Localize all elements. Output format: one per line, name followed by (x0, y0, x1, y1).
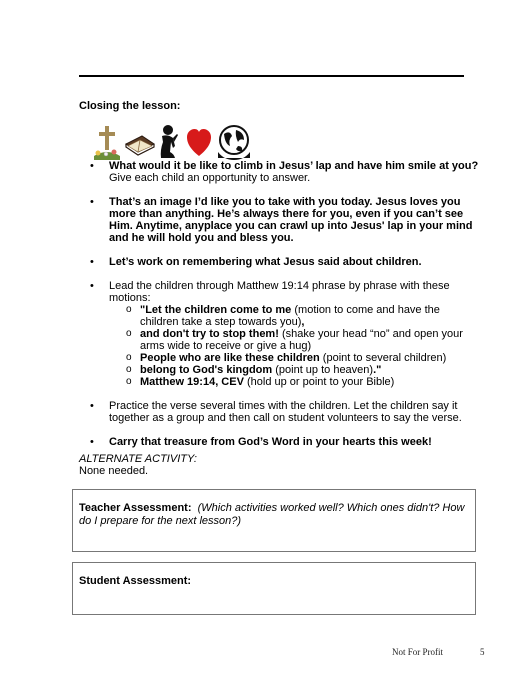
bullet-bold-text: Let’s work on remembering what Jesus said about children. (109, 256, 422, 268)
sub-bullet-bold: and don't try to stop them! (140, 328, 279, 340)
bullet-bold-text: What would it be like to climb in Jesus’ lap and have him smile at you? (109, 160, 479, 172)
sub-bullet-tail: , (301, 316, 305, 328)
sub-bullet-marker: o (126, 352, 132, 363)
sub-bullet-item (79, 376, 479, 388)
bullet-bold-text: Carry that treasure from God’s Word in your hearts this week! (109, 436, 432, 448)
student-assessment-box (72, 562, 476, 615)
praying-child-icon (158, 122, 180, 162)
sub-bullet-tail: ." (373, 364, 382, 376)
sub-bullet-marker: o (126, 376, 132, 387)
top-rule (79, 75, 464, 77)
sub-bullet-item (79, 352, 479, 364)
bullet-item (79, 196, 479, 244)
teacher-assessment-prompt: (Which activities worked well? Which ones didn't? How do I prepare for the next lesson?) (79, 502, 465, 527)
sub-bullet-item (79, 328, 479, 352)
heart-icon (185, 122, 213, 162)
student-assessment-label: Student Assessment: (79, 575, 192, 587)
bullet-item (79, 256, 479, 268)
bullet-text: Practice the verse several times with the children. Let the children say it together as a group and then call on student volunteers to say the verse. (109, 400, 462, 424)
bullet-marker: • (90, 196, 94, 208)
globe-hands-icon (216, 122, 252, 162)
bullet-bold-text: That’s an image I’d like you to take with you today. Jesus loves you more than anything. He’s always there for you, even if you can’t see Him. Anytime, anyplace you can crawl up into Jesus' lap in your mind and he will hold you and bless you. (109, 196, 473, 244)
student-assessment-text (79, 575, 469, 588)
teacher-assessment-label: Teacher Assessment: (79, 502, 192, 514)
teacher-assessment-text (79, 502, 469, 528)
sub-bullet-text: (motion to come and have the children take a step towards you) (140, 304, 440, 328)
sub-bullet-item (79, 364, 479, 376)
teacher-assessment-box (72, 489, 476, 552)
sub-bullet-marker: o (126, 304, 132, 315)
bullet-marker: • (90, 436, 94, 448)
bullet-marker: • (90, 256, 94, 268)
sub-bullet-bold: belong to God's kingdom (140, 364, 273, 376)
bible-icon (124, 122, 156, 162)
sub-bullet-bold: People who are like these children (140, 352, 320, 364)
sub-bullet-text: (hold up or point to your Bible) (243, 376, 395, 388)
bullet-item (79, 436, 479, 448)
bullet-text: Lead the children through Matthew 19:14 phrase by phrase with these motions: (109, 280, 450, 304)
bullet-item (79, 280, 479, 304)
bullet-text: Give each child an opportunity to answer. (109, 172, 311, 184)
sub-bullet-item (79, 304, 479, 328)
sub-bullet-bold: "Let the children come to me (140, 304, 292, 316)
bullet-marker: • (90, 160, 94, 172)
section-heading: Closing the lesson: (79, 100, 181, 112)
icon-strip (92, 122, 267, 162)
sub-bullet-marker: o (126, 364, 132, 375)
sub-bullet-marker: o (126, 328, 132, 339)
sub-bullet-text: (point up to heaven) (272, 364, 374, 376)
footer-text: Not For Profit (392, 647, 444, 657)
page-number: 5 (480, 647, 485, 657)
bullet-marker: • (90, 400, 94, 412)
sub-bullet-bold: Matthew 19:14, CEV (140, 376, 244, 388)
bullet-marker: • (90, 280, 94, 292)
lesson-bullets (79, 160, 479, 448)
sub-bullet-text: (point to several children) (319, 352, 447, 364)
alternate-activity-text: None needed. (79, 465, 149, 477)
alternate-activity-title: ALTERNATE ACTIVITY: (79, 453, 197, 465)
bullet-item (79, 400, 479, 424)
cross-flowers-icon (92, 122, 122, 162)
sub-bullet-text: (shake your head “no” and open your arms wide to receive or give a hug) (140, 328, 463, 352)
bullet-item (79, 160, 479, 184)
